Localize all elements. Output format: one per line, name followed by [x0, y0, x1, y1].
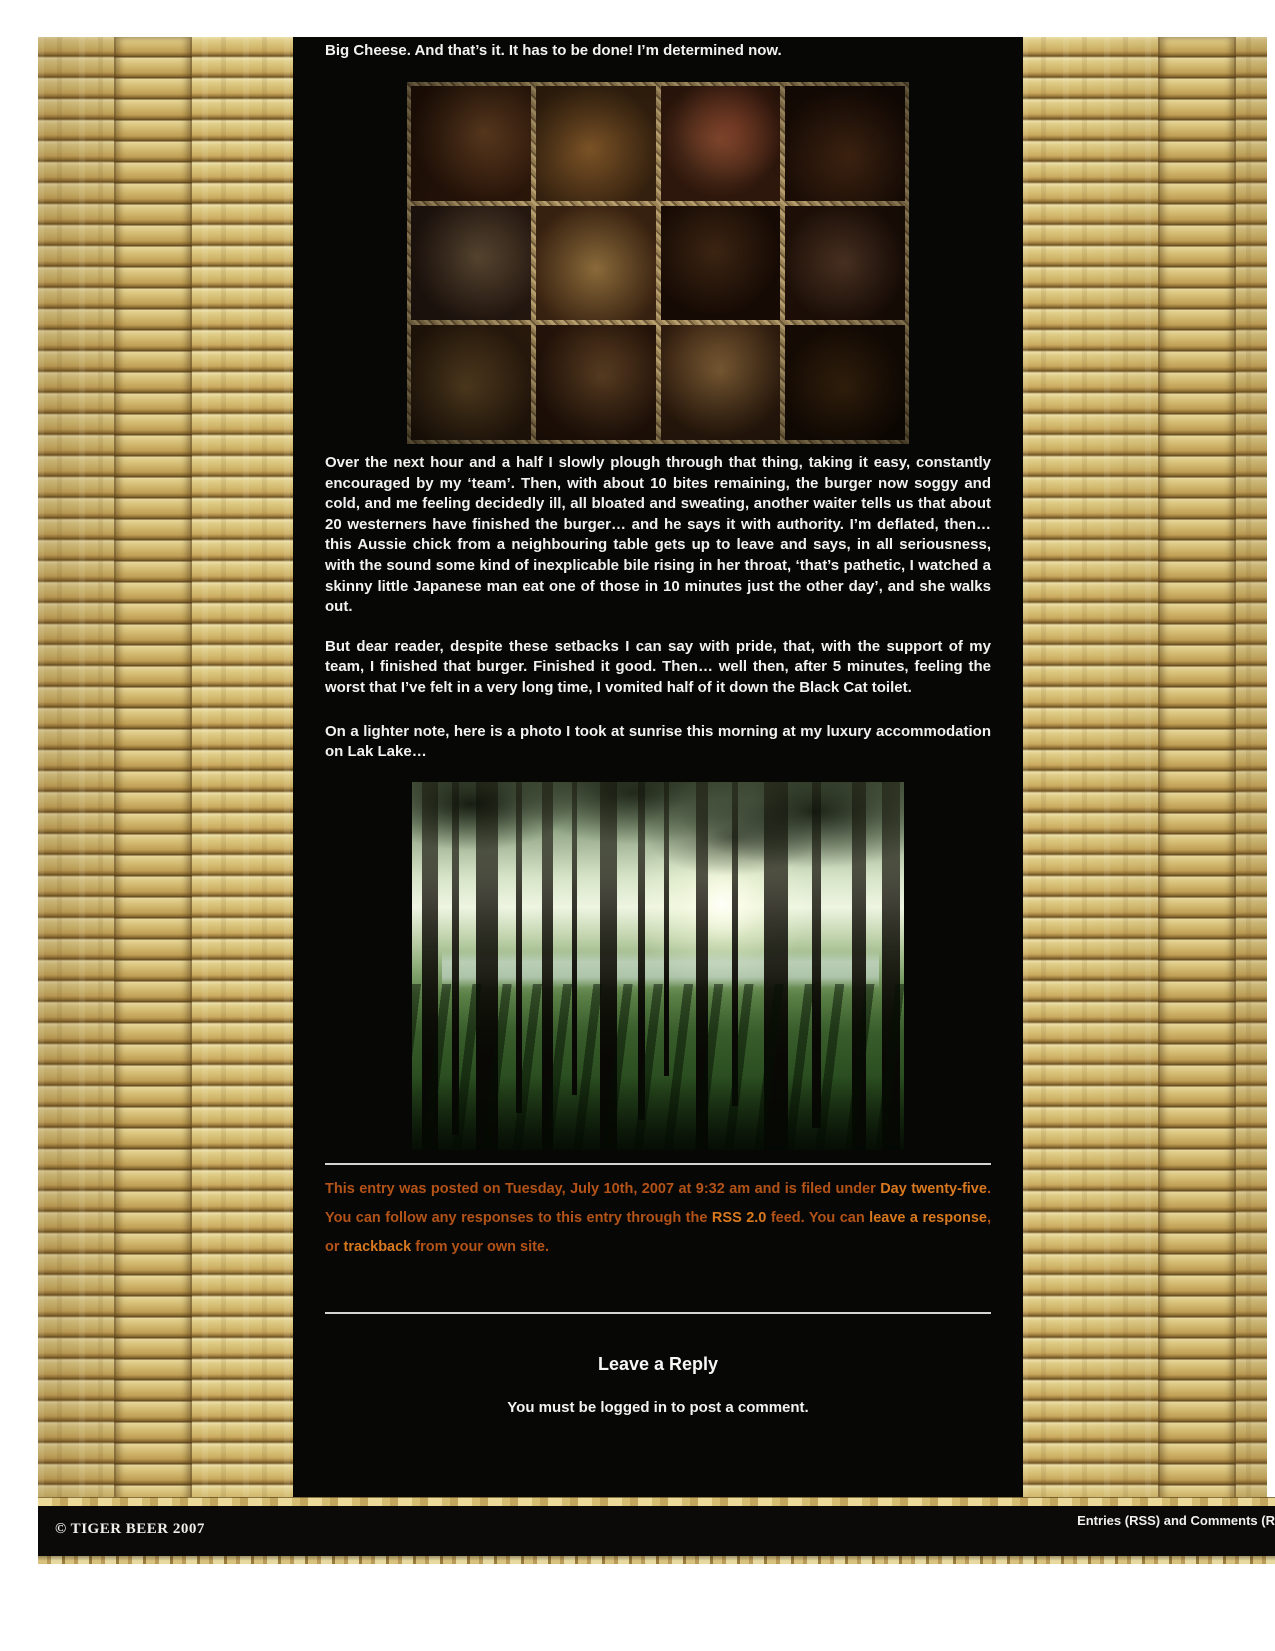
meta-text: from your own site.	[411, 1238, 550, 1255]
meta-date: Tuesday, July 10th, 2007 at 9:32 am	[504, 1180, 751, 1197]
collage-tile	[661, 206, 781, 321]
post-meta	[325, 1175, 991, 1262]
tree-trunk	[452, 782, 459, 1135]
collage-tile	[785, 325, 905, 440]
footer-bar	[38, 1506, 1275, 1556]
entries-rss-link[interactable]: Entries (RSS)	[1077, 1513, 1161, 1528]
footer-feeds-connector: and	[1160, 1513, 1191, 1528]
bamboo-braid-left	[114, 37, 192, 1505]
login-notice-prefix: You must be	[507, 1398, 601, 1416]
content-divider-bottom	[325, 1312, 991, 1314]
tree-trunk	[542, 782, 553, 1150]
post-content-panel	[293, 37, 1023, 1505]
login-notice-suffix: to post a comment.	[667, 1398, 809, 1416]
footer-feeds	[1077, 1513, 1275, 1528]
collage-tile	[411, 325, 531, 440]
tree-trunk	[572, 782, 577, 1095]
collage-tile	[536, 206, 656, 321]
post-intro-line: Big Cheese. And that’s it. It has to be done! I’m determined now.	[325, 42, 782, 59]
tree-trunk	[422, 782, 438, 1150]
tree-trunk	[638, 782, 645, 1121]
burger-collage-photo	[407, 82, 909, 444]
sunrise-photo	[412, 782, 904, 1150]
collage-tile	[411, 206, 531, 321]
meta-text: feed. You can	[766, 1209, 870, 1226]
category-link[interactable]: Day twenty-five	[880, 1180, 987, 1197]
tree-trunk	[732, 782, 738, 1106]
collage-tile	[785, 206, 905, 321]
meta-text: This entry was posted on	[325, 1180, 505, 1197]
tree-trunk	[696, 782, 708, 1150]
trackback-link[interactable]: trackback	[343, 1238, 412, 1255]
collage-tile	[536, 325, 656, 440]
tree-trunk	[664, 782, 669, 1076]
tree-trunk	[852, 782, 866, 1150]
collage-tile	[785, 86, 905, 201]
login-link[interactable]: logged in	[600, 1398, 668, 1416]
content-divider-top	[325, 1163, 991, 1165]
tree-trunk	[812, 782, 821, 1128]
post-paragraph-2: But dear reader, despite these setbacks I can say with pride, that, with the support of my team, I finished that burger. Finished it good. Then… well then, after 5 minutes, feeling the worst that I’ve felt in a very long time, I vomited half of it down the Black Cat toilet.	[325, 637, 991, 696]
tree-trunk	[882, 782, 900, 1150]
post-paragraph-3: On a lighter note, here is a photo I took at sunrise this morning at my luxury accommodation on Lak Lake…	[325, 722, 991, 761]
tree-trunk	[476, 782, 498, 1150]
collage-tile	[536, 86, 656, 201]
meta-text: , or	[325, 1209, 991, 1255]
collage-tile	[661, 86, 781, 201]
footer-copyright: © TIGER BEER 2007	[55, 1521, 205, 1537]
reply-heading: Leave a Reply	[597, 1353, 719, 1374]
meta-text: . You can follow any responses to this entry through the	[325, 1180, 991, 1226]
footer-torn-edge	[38, 1556, 1275, 1564]
post-paragraph-1: Over the next hour and a half I slowly plough through that thing, taking it easy, constantly encouraged by my ‘team’. Then, with about 10 bites remaining, the burger now soggy and cold, and me feeling decidedly ill, all bloated and sweating, another waiter tells us that about 20 westerners have finished the burger… and he says it with authority. I’m deflated, then… this Aussie chick from a neighbouring table gets up to leave and says, in all seriousness, with the sound some kind of inexplicable bile rising in her throat, ‘that’s pathetic, I watched a skinny little Japanese man eat one of those in 10 minutes just the other day’, and she walks out.	[325, 454, 991, 616]
meta-text: and is filed under	[750, 1180, 881, 1197]
collage-tile	[411, 86, 531, 201]
tree-trunk	[516, 782, 522, 1113]
tree-trunk	[764, 782, 788, 1150]
tree-trunk	[600, 782, 617, 1150]
bamboo-braid-right	[1158, 37, 1236, 1505]
login-notice	[325, 1398, 991, 1417]
comments-rss-link[interactable]: Comments (R	[1190, 1513, 1275, 1528]
collage-tile	[661, 325, 781, 440]
rss-feed-link[interactable]: RSS 2.0	[711, 1209, 767, 1226]
leave-response-link[interactable]: leave a response	[869, 1209, 987, 1226]
